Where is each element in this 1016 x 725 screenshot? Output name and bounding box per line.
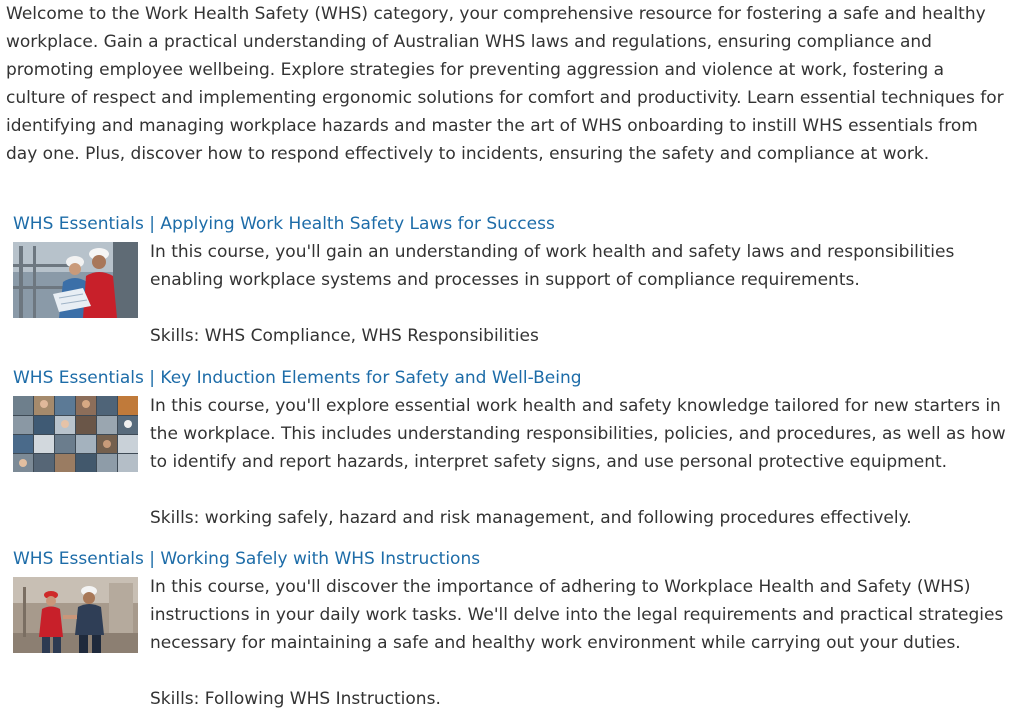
- category-intro: Welcome to the Work Health Safety (WHS) category, your comprehensive resource for fostering a safe and healthy workplace. Gain a practical understanding of Australian WHS laws and regulations, ensuring compliance and promoting employee wellbeing. Explore strategies for preventing aggression and violence at work, fostering a culture of respect and implementing ergonomic solutions for comfort and productivity. Learn essential techniques for identifying and managing workplace hazards and master the art of WHS onboarding to instill WHS essentials from day one. Plus, discover how to respond effectively to incidents, ensuring the safety and compliance at work.: [6, 4, 1004, 164]
- course-item: [13, 212, 1008, 350]
- workers-reviewing-plans-image[interactable]: [13, 242, 138, 318]
- course-description: In this course, you'll discover the importance of adhering to Workplace Health and Safety (WHS) instructions in your daily work tasks. We'll delve into the legal requirements and practical strategies necessary for maintaining a safe and healthy work environment while carrying out your duties.: [150, 577, 1004, 653]
- course-title-link[interactable]: WHS Essentials | Working Safely with WHS Instructions: [13, 549, 481, 569]
- course-description: In this course, you'll gain an understanding of work health and safety laws and responsibilities enabling workplace systems and processes in support of compliance requirements.: [150, 242, 955, 290]
- course-item: [13, 366, 1008, 532]
- course-title-link[interactable]: WHS Essentials | Applying Work Health Safety Laws for Success: [13, 214, 555, 234]
- workers-on-site-image[interactable]: [13, 577, 138, 653]
- collage-of-workers-image[interactable]: [13, 396, 138, 472]
- course-title-link[interactable]: WHS Essentials | Key Induction Elements for Safety and Well-Being: [13, 368, 582, 388]
- course-skills: Skills: Following WHS Instructions.: [150, 689, 441, 709]
- course-description: In this course, you'll explore essential work health and safety knowledge tailored for new starters in the workplace. This includes understanding responsibilities, policies, and procedures, as well as how to identify and report hazards, interpret safety signs, and use personal protective equipment.: [150, 396, 1006, 472]
- course-item: [13, 547, 1008, 713]
- course-skills: Skills: WHS Compliance, WHS Responsibilities: [150, 326, 539, 346]
- course-skills: Skills: working safely, hazard and risk management, and following procedures effectively.: [150, 508, 912, 528]
